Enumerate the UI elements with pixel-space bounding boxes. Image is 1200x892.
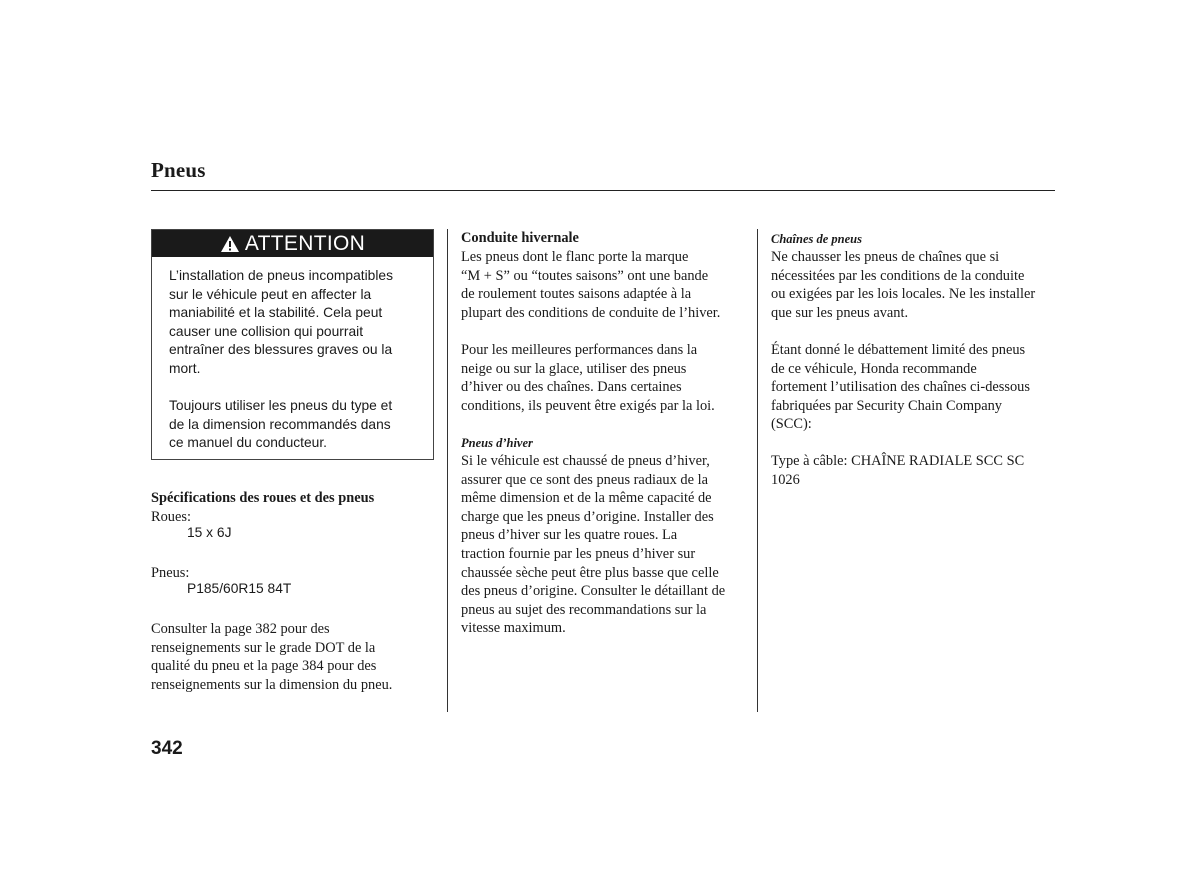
- page-number: 342: [151, 738, 183, 759]
- attention-label: ATTENTION: [244, 231, 366, 255]
- winter-driving-heading: Conduite hivernale: [461, 230, 579, 246]
- winter-paragraph-1: Les pneus dont le flanc porte la marque “M + S” ou “toutes saisons” ont une bande de roulement toutes saisons adaptée à la plupart des conditions de conduite de l’hiver.: [461, 249, 721, 321]
- wheels-value: 15 x 6J: [187, 525, 232, 540]
- chains-paragraph-2: Étant donné le débattement limité des pneus de ce véhicule, Honda recommande fortement l’utilisation des chaînes ci-dessous fabriquées par Security Chain Company (SCC):: [771, 342, 1030, 433]
- attention-box: [151, 229, 434, 460]
- page-title: Pneus: [151, 158, 206, 182]
- attention-paragraph-2: Toujours utiliser les pneus du type et de la dimension recommandés dans ce manuel du conducteur.: [169, 398, 393, 451]
- tires-value: P185/60R15 84T: [187, 581, 292, 596]
- column-divider-left: [447, 229, 448, 712]
- attention-banner: [152, 230, 433, 257]
- snow-tires-heading: Pneus d’hiver: [461, 436, 533, 450]
- chains-paragraph-1: Ne chausser les pneus de chaînes que si nécessitées par les conditions de la conduite ou exigées par les lois locales. Ne les installer que sur les pneus avant.: [771, 249, 1036, 321]
- snow-tires-paragraph: Si le véhicule est chaussé de pneus d’hiver, assurer que ce sont des pneus radiaux de la même dimension et de la même capacité de charge que les pneus d’origine. Installer des pneus d’hiver sur les quatre roues. La traction fournie par les pneus d’hiver sur chaussée sèche peut être plus basse que celle des pneus d’origine. Consulter le détaillant de pneus au sujet des recommandations sur la vitesse maximum.: [461, 453, 726, 637]
- column-divider-right: [757, 229, 758, 712]
- consult-paragraph: Consulter la page 382 pour des renseignements sur le grade DOT de la qualité du pneu et la page 384 pour des renseignements sur la dimension du pneu.: [151, 621, 393, 693]
- attention-paragraph-1: L’installation de pneus incompatibles sur le véhicule peut en affecter la maniabilité et la stabilité. Cela peut causer une collision qui pourrait entraîner des blessures graves ou la mort.: [169, 268, 393, 376]
- warning-triangle-icon: [220, 235, 240, 253]
- title-rule: [151, 190, 1055, 191]
- wheels-label: Roues:: [151, 509, 191, 525]
- chains-paragraph-3: Type à câble: CHAÎNE RADIALE SCC SC 1026: [771, 453, 1025, 488]
- tires-label: Pneus:: [151, 565, 190, 581]
- chains-heading: Chaînes de pneus: [771, 232, 862, 246]
- winter-paragraph-2: Pour les meilleures performances dans la neige ou sur la glace, utiliser des pneus d’hiver ou des chaînes. Dans certaines conditions, ils peuvent être exigés par la loi.: [461, 342, 715, 414]
- spec-heading: Spécifications des roues et des pneus: [151, 490, 375, 506]
